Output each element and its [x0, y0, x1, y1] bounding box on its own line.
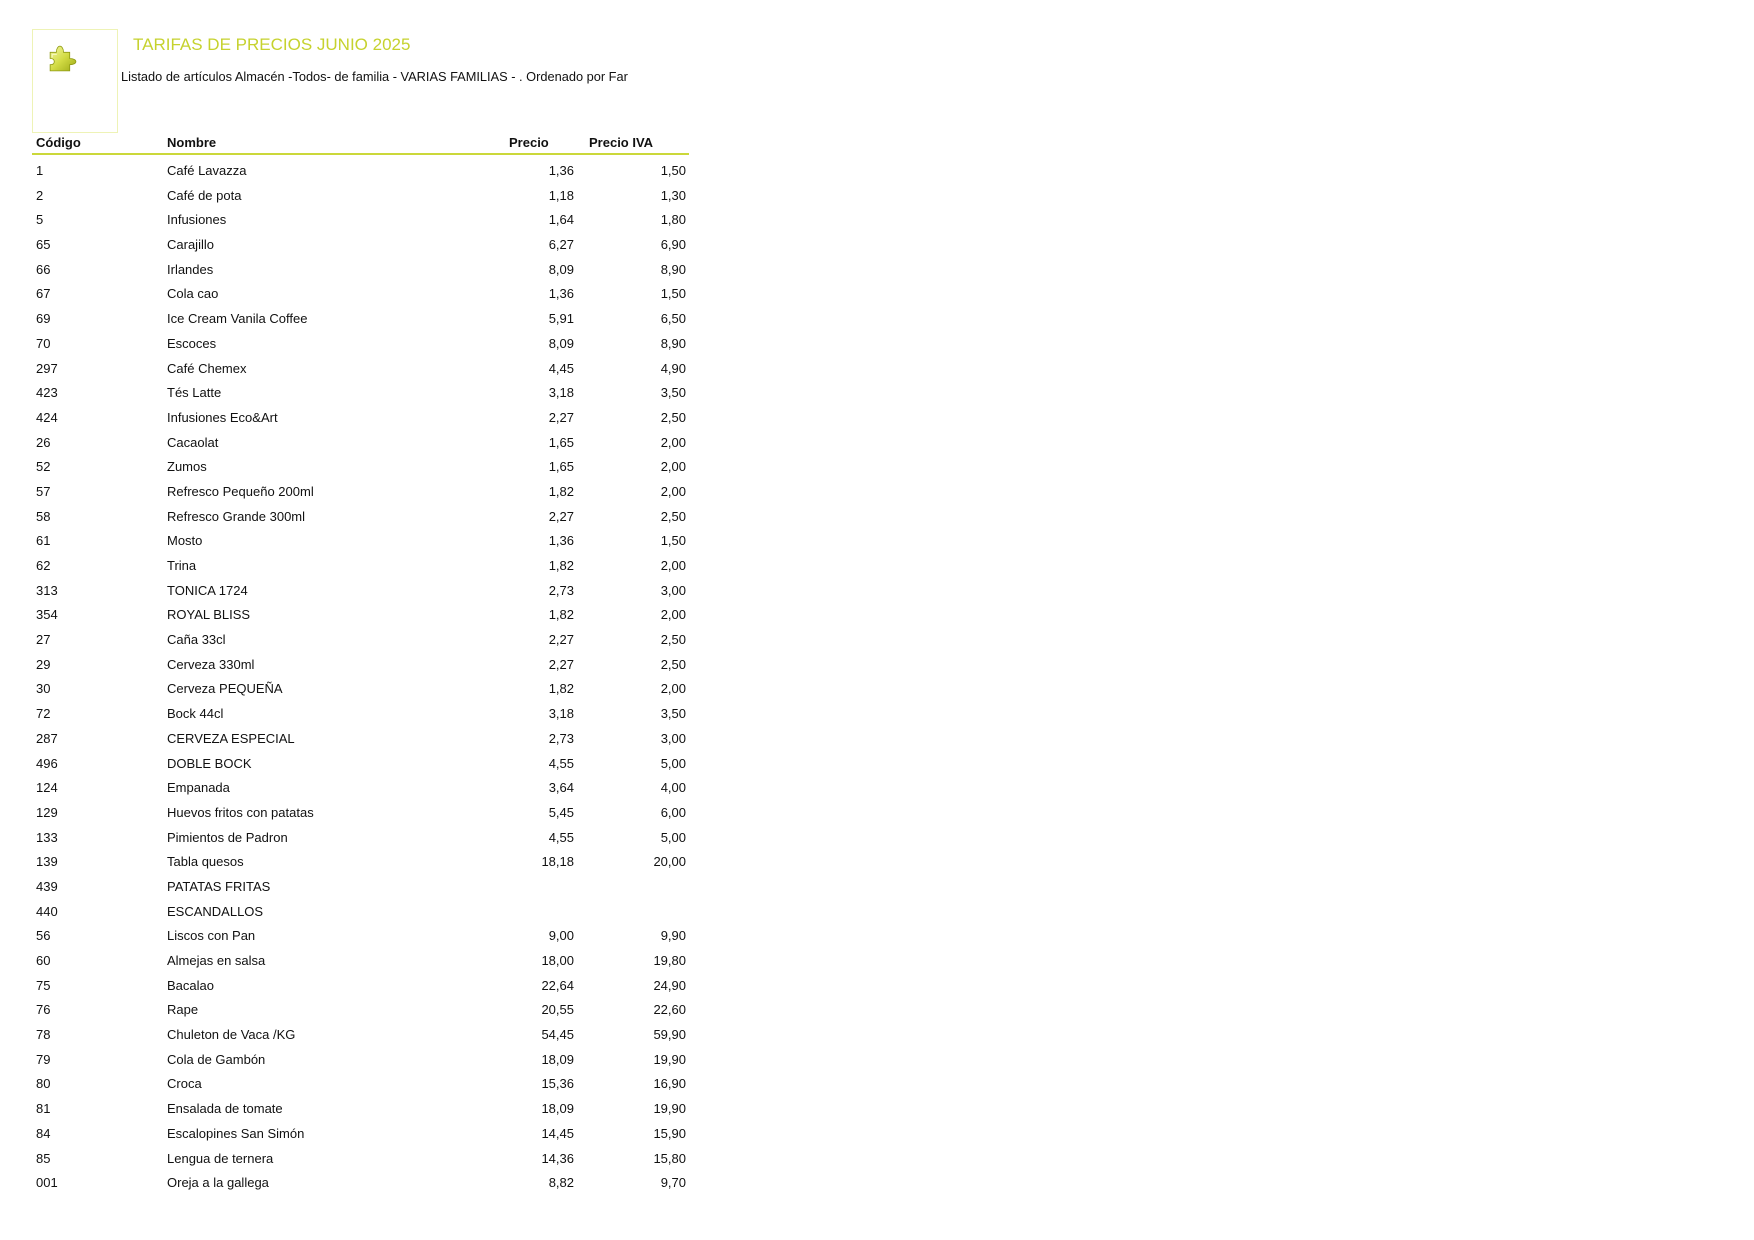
price-vat-cell: 2,00 [660, 434, 686, 450]
code-cell: 85 [36, 1150, 51, 1166]
price-vat-cell: 15,80 [653, 1150, 686, 1166]
name-cell: Infusiones [167, 212, 227, 228]
table-row [32, 431, 689, 456]
price-cell: 5,91 [548, 311, 574, 327]
table-row [32, 752, 689, 777]
code-cell: 313 [36, 582, 58, 598]
table-row [32, 1072, 689, 1097]
name-cell: Irlandes [167, 261, 214, 277]
code-cell: 2 [36, 187, 44, 203]
price-vat-cell: 8,90 [660, 335, 686, 351]
code-cell: 124 [36, 780, 58, 796]
code-cell: 65 [36, 237, 51, 253]
name-cell: Bacalao [167, 977, 214, 993]
table-row [32, 875, 689, 900]
name-cell: TONICA 1724 [167, 582, 248, 598]
price-cell [507, 900, 587, 925]
name-cell: Café Chemex [167, 360, 247, 376]
price-cell: 18,18 [541, 854, 574, 870]
code-cell: 61 [36, 533, 51, 549]
price-cell: 54,45 [541, 1027, 574, 1043]
name-cell: Escalopines San Simón [167, 1125, 305, 1141]
price-vat-cell: 19,80 [653, 953, 686, 968]
table-row [32, 702, 689, 727]
column-header-name: Nombre [167, 135, 217, 150]
code-cell: 79 [36, 1051, 51, 1067]
name-cell: Tés Latte [167, 385, 222, 401]
name-cell: Carajillo [167, 237, 214, 253]
price-vat-cell: 3,00 [660, 730, 686, 746]
code-cell: 5 [36, 212, 44, 228]
price-cell: 18,09 [541, 1051, 574, 1067]
name-cell: Chuleton de Vaca /KG [167, 1027, 296, 1043]
name-cell: Oreja a la gallega [167, 1175, 269, 1191]
table-row [32, 974, 689, 999]
price-vat-cell: 2,00 [660, 607, 686, 623]
price-cell: 1,36 [548, 286, 574, 302]
code-cell: 81 [36, 1101, 51, 1117]
table-row [32, 208, 689, 233]
name-cell: Empanada [167, 780, 230, 796]
price-vat-cell: 1,50 [660, 163, 686, 178]
name-cell: Café Lavazza [167, 163, 247, 178]
price-cell: 1,64 [548, 212, 574, 228]
table-row [32, 554, 689, 579]
table-header [32, 133, 689, 155]
price-vat-cell: 9,70 [660, 1175, 686, 1191]
price-vat-cell: 24,90 [653, 977, 686, 993]
name-cell: Tabla quesos [167, 854, 244, 870]
column-header-price: Precio [509, 135, 549, 150]
price-vat-cell: 3,00 [660, 582, 686, 598]
code-cell: 78 [36, 1027, 51, 1043]
price-cell: 1,18 [548, 187, 574, 203]
price-vat-cell: 3,50 [660, 385, 686, 401]
code-cell: 56 [36, 928, 51, 944]
price-cell [507, 875, 587, 900]
table-row [32, 653, 689, 678]
price-vat-cell: 19,90 [653, 1051, 686, 1067]
table-row [32, 1122, 689, 1147]
price-cell: 2,27 [548, 409, 574, 425]
table-row [32, 233, 689, 258]
name-cell: Liscos con Pan [167, 928, 256, 944]
price-cell: 18,00 [541, 953, 574, 968]
price-vat-cell: 2,00 [660, 459, 686, 475]
code-cell: 29 [36, 656, 51, 672]
name-cell: ROYAL BLISS [167, 607, 251, 623]
name-cell: Bock 44cl [167, 706, 224, 722]
table-row [32, 406, 689, 431]
price-vat-cell: 22,60 [653, 1002, 686, 1018]
price-cell: 1,36 [548, 533, 574, 549]
table-row [32, 924, 689, 949]
table-row [32, 603, 689, 628]
price-cell: 2,73 [548, 730, 574, 746]
price-vat-cell: 1,80 [660, 212, 686, 228]
name-cell: Cacaolat [167, 434, 219, 450]
name-cell: Refresco Pequeño 200ml [167, 483, 314, 499]
price-vat-cell: 2,00 [660, 558, 686, 573]
code-cell: 287 [36, 730, 58, 746]
price-vat-cell: 6,90 [660, 237, 686, 253]
name-cell: Rape [167, 1002, 199, 1018]
name-cell: Cola cao [167, 286, 219, 302]
name-cell: Pimientos de Padron [167, 829, 288, 845]
table-row [32, 826, 689, 851]
table-row [32, 381, 689, 406]
price-table [32, 133, 689, 1196]
column-header-price-vat: Precio IVA [589, 135, 654, 150]
code-cell: 72 [36, 706, 51, 722]
table-row [32, 850, 689, 875]
code-cell: 423 [36, 385, 58, 401]
code-cell: 66 [36, 261, 51, 277]
price-cell: 3,18 [548, 385, 574, 401]
price-cell: 1,82 [548, 558, 574, 573]
price-cell: 2,27 [548, 508, 574, 524]
name-cell: Croca [167, 1076, 202, 1092]
price-cell: 8,09 [548, 335, 574, 351]
price-vat-cell: 20,00 [653, 854, 686, 870]
name-cell: Zumos [167, 459, 207, 475]
name-cell: Café de pota [167, 187, 242, 203]
table-row [32, 258, 689, 283]
price-vat-cell: 6,00 [660, 804, 686, 820]
price-cell: 1,82 [548, 607, 574, 623]
price-vat-cell: 8,90 [660, 261, 686, 277]
code-cell: 297 [36, 360, 58, 376]
code-cell: 84 [36, 1125, 51, 1141]
table-row [32, 949, 689, 974]
price-vat-cell: 6,50 [660, 311, 686, 327]
price-vat-cell: 2,50 [660, 656, 686, 672]
price-cell: 2,27 [548, 632, 574, 648]
table-row [32, 998, 689, 1023]
page-subtitle: Listado de artículos Almacén -Todos- de familia - VARIAS FAMILIAS - . Ordenado por Far [121, 69, 628, 84]
table-row [32, 357, 689, 382]
table-body [32, 159, 689, 1196]
code-cell: 1 [36, 163, 44, 178]
price-cell: 3,18 [548, 706, 574, 722]
table-row [32, 1048, 689, 1073]
price-cell: 2,73 [548, 582, 574, 598]
table-row [32, 455, 689, 480]
name-cell: Cerveza 330ml [167, 656, 255, 672]
price-vat-cell: 2,00 [660, 681, 686, 697]
code-cell: 62 [36, 558, 51, 573]
table-row [32, 282, 689, 307]
price-vat-cell: 2,50 [660, 508, 686, 524]
price-vat-cell [587, 875, 689, 900]
table-row [32, 159, 689, 184]
code-cell: 354 [36, 607, 58, 623]
price-cell: 4,55 [548, 755, 574, 771]
price-cell: 1,65 [548, 459, 574, 475]
price-cell: 1,82 [548, 483, 574, 499]
code-cell: 76 [36, 1002, 51, 1018]
price-cell: 20,55 [541, 1002, 574, 1018]
price-vat-cell: 19,90 [653, 1101, 686, 1117]
page-title: TARIFAS DE PRECIOS JUNIO 2025 [133, 35, 411, 54]
name-cell: Escoces [167, 335, 217, 351]
price-vat-cell: 5,00 [660, 829, 686, 845]
price-cell: 8,09 [548, 261, 574, 277]
table-row [32, 801, 689, 826]
price-vat-cell: 3,50 [660, 706, 686, 722]
code-cell: 496 [36, 755, 58, 771]
price-cell: 9,00 [548, 928, 574, 944]
table-row [32, 184, 689, 209]
price-cell: 22,64 [541, 977, 574, 993]
table-row [32, 1023, 689, 1048]
name-cell: Cerveza PEQUEÑA [167, 681, 283, 697]
code-cell: 001 [36, 1175, 58, 1191]
price-vat-cell: 16,90 [653, 1076, 686, 1092]
price-vat-cell: 1,50 [660, 286, 686, 302]
price-vat-cell: 15,90 [653, 1125, 686, 1141]
price-vat-cell: 2,50 [660, 632, 686, 648]
price-vat-cell: 1,50 [660, 533, 686, 549]
name-cell: DOBLE BOCK [167, 755, 252, 771]
price-cell: 5,45 [548, 804, 574, 820]
name-cell: Refresco Grande 300ml [167, 508, 306, 524]
name-cell: Infusiones Eco&Art [167, 409, 278, 425]
price-vat-cell [587, 900, 689, 925]
name-cell: Mosto [167, 533, 203, 549]
table-row [32, 628, 689, 653]
table-row [32, 900, 689, 925]
name-cell: Ensalada de tomate [167, 1101, 283, 1117]
name-cell: PATATAS FRITAS [167, 878, 271, 894]
price-cell: 1,82 [548, 681, 574, 697]
table-row [32, 529, 689, 554]
table-row [32, 1097, 689, 1122]
table-row [32, 727, 689, 752]
price-cell: 8,82 [548, 1175, 574, 1191]
code-cell: 67 [36, 286, 51, 302]
table-row [32, 1147, 689, 1172]
code-cell: 139 [36, 854, 58, 870]
code-cell: 70 [36, 335, 51, 351]
code-cell: 26 [36, 434, 51, 450]
code-cell: 80 [36, 1076, 51, 1092]
price-vat-cell: 4,90 [660, 360, 686, 376]
price-cell: 1,65 [548, 434, 574, 450]
price-cell: 2,27 [548, 656, 574, 672]
price-cell: 18,09 [541, 1101, 574, 1117]
price-cell: 15,36 [541, 1076, 574, 1092]
name-cell: Ice Cream Vanila Coffee [167, 311, 308, 327]
puzzle-piece-icon [45, 43, 80, 74]
price-cell: 14,36 [541, 1150, 574, 1166]
code-cell: 57 [36, 483, 51, 499]
code-cell: 424 [36, 409, 58, 425]
code-cell: 60 [36, 953, 51, 968]
table-row [32, 332, 689, 357]
price-vat-cell: 5,00 [660, 755, 686, 771]
table-row [32, 776, 689, 801]
name-cell: Huevos fritos con patatas [167, 804, 314, 820]
price-vat-cell: 2,50 [660, 409, 686, 425]
code-cell: 133 [36, 829, 58, 845]
table-row [32, 579, 689, 604]
name-cell: Lengua de ternera [167, 1150, 274, 1166]
price-vat-cell: 2,00 [660, 483, 686, 499]
price-vat-cell: 9,90 [660, 928, 686, 944]
name-cell: Trina [167, 558, 197, 573]
price-vat-cell: 4,00 [660, 780, 686, 796]
price-cell: 3,64 [548, 780, 574, 796]
price-cell: 4,55 [548, 829, 574, 845]
table-row [32, 307, 689, 332]
price-cell: 1,36 [548, 163, 574, 178]
name-cell: ESCANDALLOS [167, 903, 264, 919]
logo-box [32, 29, 118, 133]
name-cell: Caña 33cl [167, 632, 226, 648]
code-cell: 27 [36, 632, 51, 648]
table-row [32, 677, 689, 702]
table-row [32, 505, 689, 530]
name-cell: Almejas en salsa [167, 953, 266, 968]
table-row [32, 480, 689, 505]
price-cell: 14,45 [541, 1125, 574, 1141]
code-cell: 58 [36, 508, 51, 524]
code-cell: 440 [36, 903, 58, 919]
code-cell: 52 [36, 459, 51, 475]
code-cell: 30 [36, 681, 51, 697]
table-row [32, 1171, 689, 1196]
code-cell: 439 [36, 878, 58, 894]
code-cell: 75 [36, 977, 51, 993]
name-cell: Cola de Gambón [167, 1051, 266, 1067]
price-vat-cell: 1,30 [660, 187, 686, 203]
price-vat-cell: 59,90 [653, 1027, 686, 1043]
code-cell: 129 [36, 804, 58, 820]
column-header-code: Código [36, 135, 81, 150]
price-cell: 4,45 [548, 360, 574, 376]
price-cell: 6,27 [548, 237, 574, 253]
name-cell: CERVEZA ESPECIAL [167, 730, 295, 746]
code-cell: 69 [36, 311, 51, 327]
